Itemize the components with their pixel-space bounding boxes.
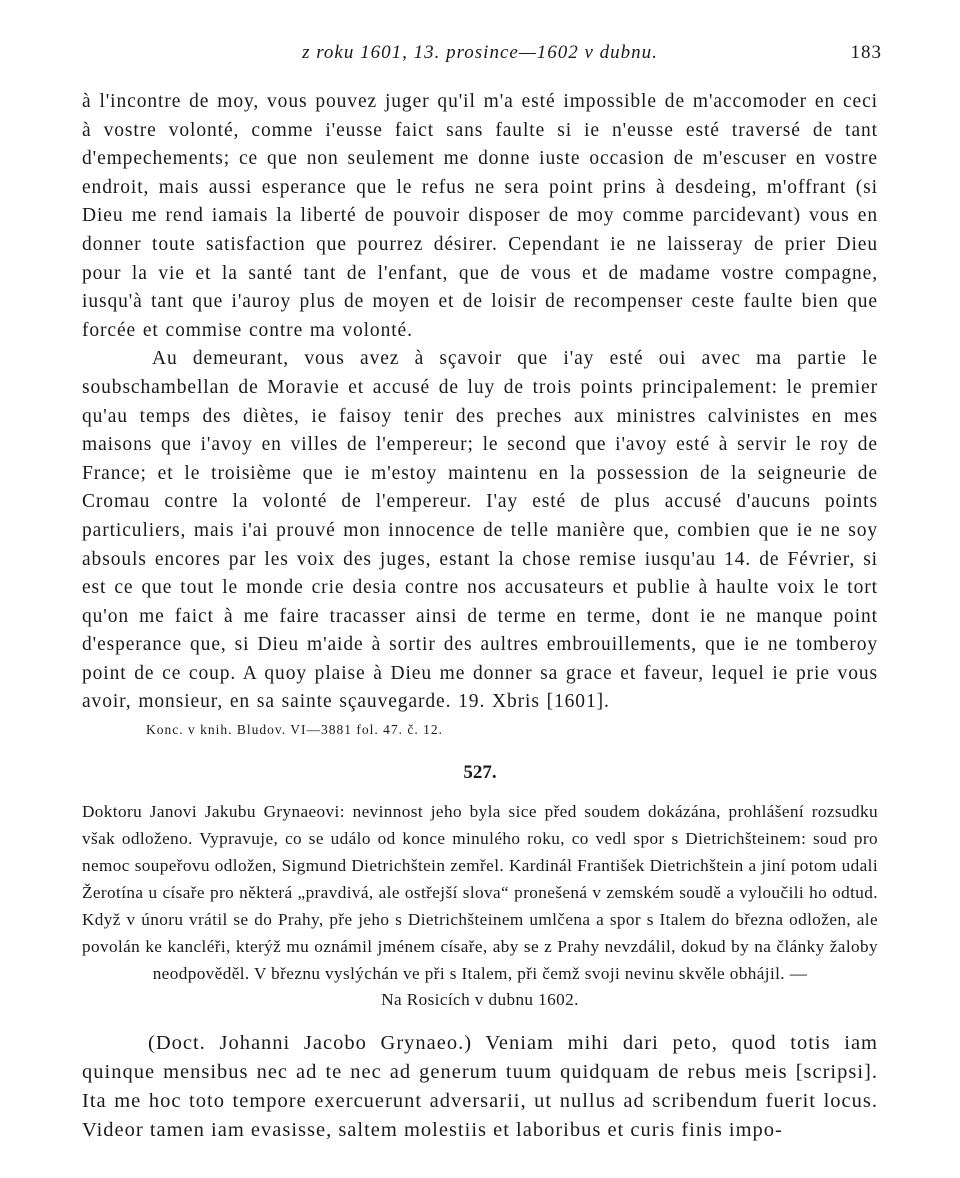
paragraph: à l'incontre de moy, vous pouvez juger qu'il m'a esté impossible de m'accomoder en ceci à vostre volonté, comme i'eusse faict sans faulte si ie n'eusse esté traversé de tant d'empechements; ce que non seulement me donne iuste occasion de m'escuser en vostre endroit, mais aussi esperance que le refus ne sera point prins à desdeing, m'offrant (si Dieu me rend iamais la liberté de pouvoir disposer de moy comme parcidevant) vous en donner toute satisfaction que pourrez désirer. Cependant ie ne laisseray de prier Dieu pour la vie et la santé tant de l'enfant, que de vous et de madame vostre compagne, iusqu'à tant que i'auroy plus de moyen et de loisir de recompenser ceste faulte bien que forcée et commise contre ma volonté. <box>82 91 878 341</box>
document-number: 527. <box>463 762 497 784</box>
paragraph: Au demeurant, vous avez à sçavoir que i'ay esté oui avec ma partie le soubschambellan de Moravie et accusé de luy de trois points principalement: le premier qu'au temps des diètes, ie faisoy tenir des preches aux ministres calvinistes en mes maisons que i'avoy en villes de l'empereur; le second que i'avoy esté à servir le roy de France; et le troisième que ie m'estoy maintenu en la possession de la seigneurie de Cromau contre la volonté de l'empereur. I'ay esté de plus accusé d'aucuns points particuliers, mais i'ai prouvé mon innocence de telle manière que, combien que ie ne soy absouls encores par les voix des juges, estant la chose remise iusqu'au 14. de Février, si est ce que tout le monde crie desia contre nos accusateurs et publie à haulte voix le tort qu'on me faict à me faire tracasser ainsi de terme en terme, dont ie ne manque point d'esperance que, si Dieu m'aide à sortir des aultres embrouillements, que ie ne tomberoy point de ce coup. A quoy plaise à Dieu me donner sa grace et faveur, lequel ie prie vous avoir, monsieur, en sa sainte sçauvegarde. 19. Xbris [1601]. <box>82 348 878 713</box>
letter-text: (Doct. Johanni Jacobo Grynaeo.) Veniam mihi dari peto, quod totis iam quinque mensibus nec ad te nec ad generum tuum quidquam de rebus meis [scripsi]. Ita me hoc toto tempore exercuerunt adversarii, ut nullus ad scribendum fuerit locus. Videor tamen iam evasisse, saltem molestiis et laboribus et curis finis impo- <box>82 1032 878 1142</box>
page-number: 183 <box>850 42 882 63</box>
place-and-date: Na Rosicích v dubnu 1602. <box>381 990 579 1010</box>
running-title: z roku 1601, 13. prosince—1602 v dubnu. <box>302 42 658 63</box>
book-page <box>82 36 882 1145</box>
regest-summary: Doktoru Janovi Jakubu Grynaeovi: nevinnost jeho byla sice před soudem dokázána, prohlášení rozsudku však odloženo. Vypravuje, co se událo od konce minulého roku, co vedl spor s Dietrichšteinem: soud pro nemoc soupeřovu odložen, Sigmund Dietrichštein zemřel. Kardinál František Dietrichštein a jiní potom udali Žerotína u císaře pro některá „pravdivá, ale ostřejší slova“ pronešená v zemském soudě a vyloučili ho odtud. Když v únoru vrátil se do Prahy, pře jeho s Dietrichšteinem umlčena a spor s Italem do března odložen, ale povolán ke kancléři, kterýž mu oznámil jménem císaře, aby se z Prahy nevzdálil, dokud by na články žaloby neodpověděl. V březnu vyslýchán ve při s Italem, při čemž svoji nevinu skvěle obhájil. — <box>82 802 878 984</box>
previous-letter-continuation <box>82 88 878 717</box>
source-note: Konc. v knih. Bludov. VI—3881 fol. 47. č. 12. <box>146 722 443 738</box>
running-head <box>82 36 882 66</box>
